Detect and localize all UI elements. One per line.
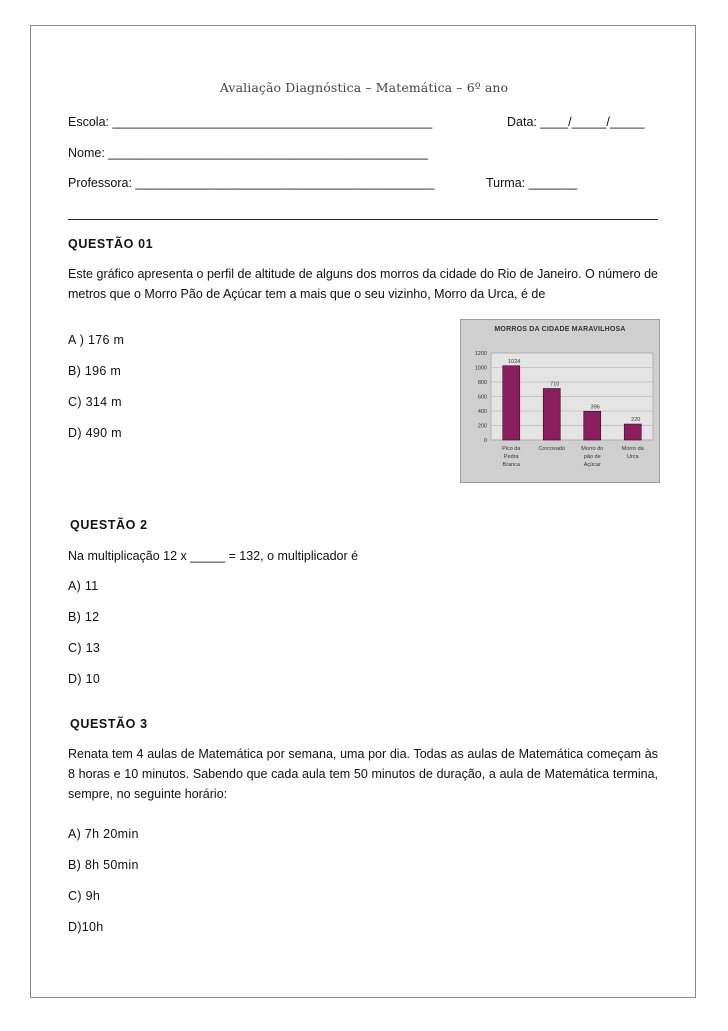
x-tick-label: Pedra: [503, 454, 519, 460]
data-label: 710: [550, 381, 560, 388]
altitude-chart: [460, 319, 660, 483]
question-2-option-d: D) 10: [68, 672, 101, 686]
y-tick-label: 600: [477, 394, 487, 401]
question-3-option-d: D)10h: [68, 920, 104, 934]
page-border: [30, 25, 696, 998]
question-1-option-c: C) 314 m: [68, 395, 122, 409]
y-tick-label: 400: [477, 409, 487, 415]
nome-field: Nome: ______________________________________________: [68, 146, 429, 160]
question-1-option-d: D) 490 m: [68, 426, 122, 440]
bar: [543, 389, 560, 440]
y-tick-label: 0: [483, 438, 487, 444]
x-tick-label: Urca: [626, 454, 639, 460]
question-1-heading: QUESTÃO 01: [68, 237, 154, 251]
data-label: 396: [590, 404, 600, 411]
x-tick-label: Pico da: [502, 446, 521, 452]
data-label: 220: [631, 417, 641, 424]
question-3-option-b: B) 8h 50min: [68, 858, 139, 872]
x-tick-label: Branca: [502, 462, 520, 468]
question-2-text: Na multiplicação 12 x _____ = 132, o multiplicador é: [68, 549, 359, 563]
x-tick-label: pão de: [583, 454, 601, 460]
chart-title: MORROS DA CIDADE MARAVILHOSA: [494, 326, 626, 333]
turma-field: Turma: _______: [486, 176, 578, 190]
data-field: Data: ____/_____/_____: [507, 115, 645, 129]
question-1-option-a: A ) 176 m: [68, 333, 125, 347]
question-1-option-b: B) 196 m: [68, 364, 122, 378]
y-tick-label: 1200: [474, 351, 487, 357]
x-tick-label: Açúcar: [583, 462, 601, 468]
escola-field: Escola: ______________________________________________: [68, 115, 433, 129]
question-1-text: Este gráfico apresenta o perfil de altitude de alguns dos morros da cidade do Rio de Janeiro. O número de metros que o Morro Pão de Açúcar tem a mais que o seu vizinho, Morro da Urca, é de: [68, 267, 658, 301]
question-2-option-b: B) 12: [68, 610, 100, 624]
professora-field: Professora: ___________________________________________: [68, 176, 435, 190]
question-3-option-c: C) 9h: [68, 889, 101, 903]
y-tick-label: 800: [477, 380, 487, 386]
question-3-option-a: A) 7h 20min: [68, 827, 139, 841]
data-label: 1024: [508, 358, 521, 365]
chart-plot: [461, 320, 659, 482]
bar: [584, 411, 601, 440]
x-tick-label: Corcovado: [538, 446, 566, 452]
x-tick-label: Morro da: [621, 446, 644, 452]
y-tick-label: 1000: [474, 365, 487, 372]
question-2-option-a: A) 11: [68, 579, 99, 593]
y-tick-label: 200: [477, 423, 487, 430]
bar: [503, 366, 520, 440]
question-2-heading: QUESTÃO 2: [70, 518, 148, 532]
question-3-heading: QUESTÃO 3: [70, 717, 148, 731]
page-title: Avaliação Diagnóstica – Matemática – 6º ano: [219, 80, 509, 95]
question-3-text: Renata tem 4 aulas de Matemática por semana, uma por dia. Todas as aulas de Matemática começam às 8 horas e 10 minutos. Sabendo que cada aula tem 50 minutos de duração, a aula de Matemática termina, sempre, no seguinte horário:: [68, 747, 658, 801]
bar: [624, 424, 641, 440]
header-divider: [68, 219, 658, 220]
question-2-option-c: C) 13: [68, 641, 101, 655]
x-tick-label: Morro do: [581, 446, 604, 452]
